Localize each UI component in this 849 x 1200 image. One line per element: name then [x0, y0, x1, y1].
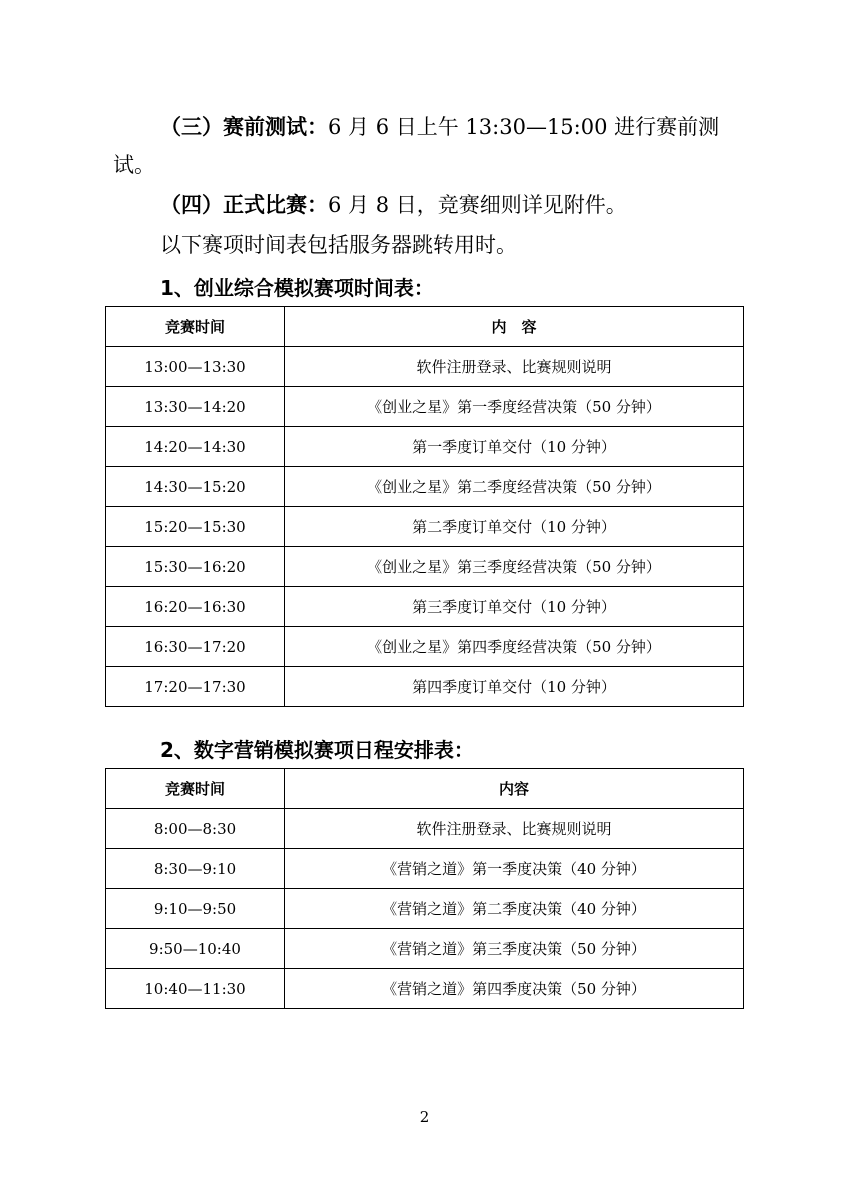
cell-content: 《营销之道》第四季度决策（50 分钟）: [285, 969, 744, 1009]
table2-body: [106, 809, 744, 1009]
cell-time: 10:40—11:30: [106, 969, 285, 1009]
table-row: [106, 347, 744, 387]
cell-time: 8:30—9:10: [106, 849, 285, 889]
pre-test-text: 6 月 6 日上午 13:30—15:00 进行赛前测: [328, 115, 720, 139]
cell-time: 9:10—9:50: [106, 889, 285, 929]
table-row: [106, 667, 744, 707]
table-startup-schedule: [105, 306, 744, 707]
cell-content: 软件注册登录、比赛规则说明: [285, 809, 744, 849]
table-row: [106, 427, 744, 467]
cell-content: 《营销之道》第二季度决策（40 分钟）: [285, 889, 744, 929]
table-header-row: [106, 307, 744, 347]
header-content: 内 容: [285, 307, 744, 347]
header-time: 竞赛时间: [106, 307, 285, 347]
table-row: [106, 387, 744, 427]
table-header-row: [106, 769, 744, 809]
cell-time: 15:30—16:20: [106, 547, 285, 587]
cell-content: 《创业之星》第二季度经营决策（50 分钟）: [285, 467, 744, 507]
cell-time: 14:20—14:30: [106, 427, 285, 467]
cell-content: 软件注册登录、比赛规则说明: [285, 347, 744, 387]
cell-content: 《创业之星》第一季度经营决策（50 分钟）: [285, 387, 744, 427]
table-row: [106, 467, 744, 507]
cell-time: 16:30—17:20: [106, 627, 285, 667]
cell-content: 第四季度订单交付（10 分钟）: [285, 667, 744, 707]
table-row: [106, 809, 744, 849]
table-row: [106, 929, 744, 969]
cell-content: 第三季度订单交付（10 分钟）: [285, 587, 744, 627]
cell-time: 13:00—13:30: [106, 347, 285, 387]
page-number: 2: [419, 1108, 430, 1126]
table-row: [106, 849, 744, 889]
cell-time: 16:20—16:30: [106, 587, 285, 627]
header-time: 竞赛时间: [106, 769, 285, 809]
cell-time: 17:20—17:30: [106, 667, 285, 707]
formal-match-label: （四）正式比赛：: [160, 193, 328, 217]
table2-heading: 2、数字营销模拟赛项日程安排表：: [160, 738, 474, 762]
table-row: [106, 889, 744, 929]
table-row: [106, 587, 744, 627]
table-row: [106, 969, 744, 1009]
cell-time: 9:50—10:40: [106, 929, 285, 969]
table1-body: [106, 347, 744, 707]
table-row: [106, 547, 744, 587]
paragraph-pre-test-continued: 试。: [113, 153, 155, 177]
table-marketing-schedule: [105, 768, 744, 1009]
cell-content: 《营销之道》第一季度决策（40 分钟）: [285, 849, 744, 889]
cell-content: 《营销之道》第三季度决策（50 分钟）: [285, 929, 744, 969]
cell-time: 14:30—15:20: [106, 467, 285, 507]
table-row: [106, 507, 744, 547]
cell-content: 《创业之星》第三季度经营决策（50 分钟）: [285, 547, 744, 587]
cell-content: 第二季度订单交付（10 分钟）: [285, 507, 744, 547]
cell-time: 8:00—8:30: [106, 809, 285, 849]
cell-time: 13:30—14:20: [106, 387, 285, 427]
cell-time: 15:20—15:30: [106, 507, 285, 547]
paragraph-pre-test: [160, 112, 719, 142]
table1-heading: 1、创业综合模拟赛项时间表：: [160, 276, 434, 300]
pre-test-label: （三）赛前测试：: [160, 115, 328, 139]
paragraph-formal-match: [160, 190, 627, 220]
cell-content: 第一季度订单交付（10 分钟）: [285, 427, 744, 467]
table-row: [106, 627, 744, 667]
cell-content: 《创业之星》第四季度经营决策（50 分钟）: [285, 627, 744, 667]
paragraph-note: 以下赛项时间表包括服务器跳转用时。: [160, 233, 517, 257]
header-content: 内容: [285, 769, 744, 809]
formal-match-text: 6 月 8 日，竞赛细则详见附件。: [328, 193, 627, 217]
